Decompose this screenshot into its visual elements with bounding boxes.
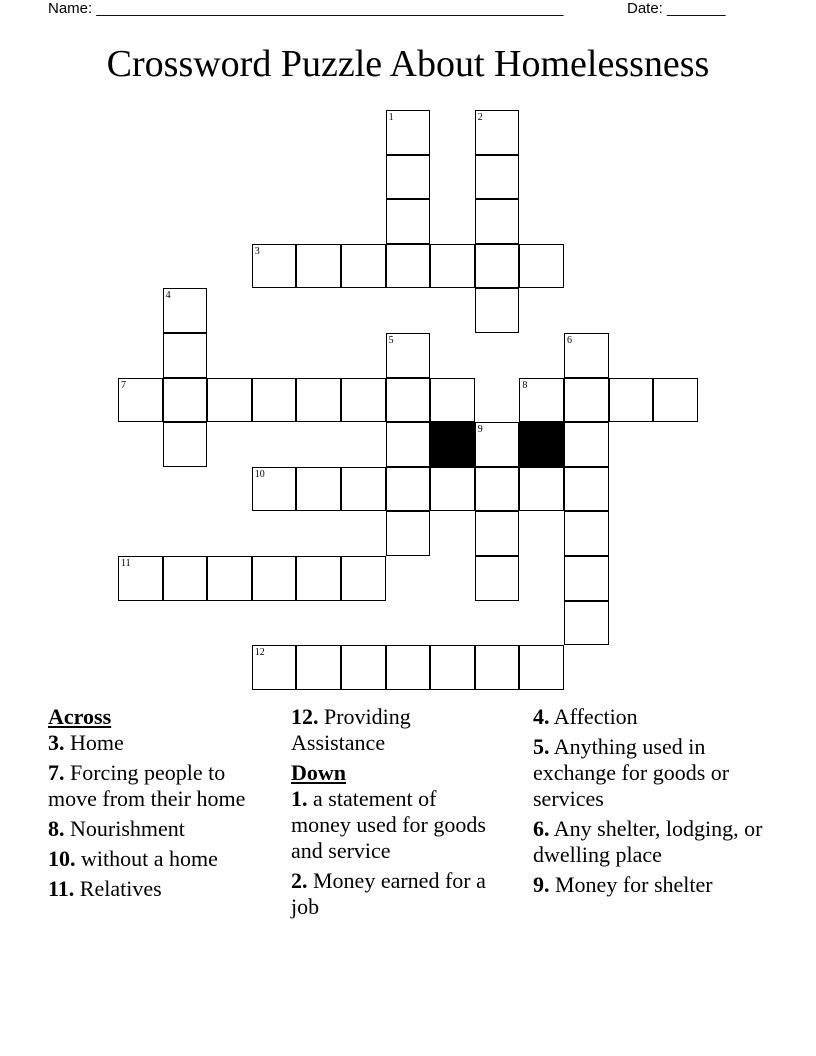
- clue-item: [48, 846, 278, 872]
- clue-text: Any shelter, lodging, or dwelling place: [533, 816, 763, 867]
- grid-cell[interactable]: [564, 378, 609, 423]
- clue-number: 1: [388, 112, 394, 123]
- clue-number: 9.: [533, 872, 550, 897]
- grid-cell[interactable]: [118, 556, 163, 601]
- name-field[interactable]: Name: ________________________________________________________: [48, 0, 564, 17]
- grid-cell[interactable]: [163, 378, 208, 423]
- grid-cell[interactable]: [252, 244, 297, 289]
- clue-text: Money for shelter: [549, 872, 713, 897]
- grid-cell[interactable]: [252, 378, 297, 423]
- grid-cell[interactable]: [475, 288, 520, 333]
- clue-number: 11.: [48, 876, 75, 901]
- clue-number: 9: [477, 424, 483, 436]
- grid-cell[interactable]: [430, 378, 475, 423]
- grid-cell[interactable]: [430, 467, 475, 512]
- grid-cell[interactable]: [386, 333, 431, 378]
- clue-number: 6.: [533, 816, 550, 841]
- grid-cell[interactable]: [296, 645, 341, 690]
- grid-cell[interactable]: [386, 199, 431, 244]
- grid-cell[interactable]: [475, 155, 520, 200]
- grid-cell[interactable]: [475, 645, 520, 690]
- clue-text: Money earned for a job: [291, 868, 486, 919]
- grid-cell[interactable]: [341, 467, 386, 512]
- grid-cell[interactable]: [386, 155, 431, 200]
- page-title: Crossword Puzzle About Homelessness: [106, 43, 710, 85]
- clue-number: 7.: [48, 760, 65, 785]
- grid-cell[interactable]: [609, 378, 654, 423]
- clues-column-1: [48, 704, 278, 906]
- clue-item: [48, 730, 278, 756]
- date-field[interactable]: Date: _______: [627, 0, 726, 17]
- grid-cell[interactable]: [564, 511, 609, 556]
- grid-cell[interactable]: [118, 378, 163, 423]
- clue-item: [48, 816, 278, 842]
- across-heading: Across: [48, 704, 112, 729]
- clue-number: 6: [567, 335, 572, 346]
- clue-number: 3: [254, 245, 260, 257]
- clue-number: 2.: [291, 868, 308, 893]
- clue-item: [291, 786, 501, 864]
- grid-cell[interactable]: [386, 378, 431, 423]
- grid-cell[interactable]: [296, 244, 341, 289]
- clue-number: 11: [121, 558, 131, 569]
- clue-text: Providing Assistance: [291, 704, 411, 755]
- grid-cell[interactable]: [252, 556, 297, 601]
- grid-cell[interactable]: [519, 645, 564, 690]
- clue-item: [533, 816, 773, 868]
- grid-cell[interactable]: [653, 378, 698, 423]
- clue-number: 1.: [291, 786, 308, 811]
- grid-cell[interactable]: [296, 556, 341, 601]
- clue-number: 10: [254, 468, 265, 480]
- grid-cell[interactable]: [519, 378, 564, 423]
- grid-cell[interactable]: [163, 333, 208, 378]
- grid-cell[interactable]: [519, 467, 564, 512]
- clue-text: Affection: [549, 704, 638, 729]
- clue-number: 5: [388, 335, 394, 346]
- clue-text: a statement of money used for goods and service: [291, 786, 486, 863]
- grid-cell[interactable]: [163, 556, 208, 601]
- grid-cell[interactable]: [475, 511, 520, 556]
- grid-cell[interactable]: [386, 422, 431, 467]
- grid-cell[interactable]: [564, 333, 609, 378]
- clue-item: [533, 734, 773, 812]
- clue-text: Anything used in exchange for goods or services: [533, 734, 730, 811]
- down-heading: Down: [291, 760, 347, 785]
- clue-text: Forcing people to move from their home: [48, 760, 246, 811]
- grid-cell[interactable]: [475, 422, 520, 467]
- clue-item: [48, 876, 278, 902]
- clue-item: [48, 760, 278, 812]
- grid-cell[interactable]: [341, 378, 386, 423]
- clue-number: 3.: [48, 730, 65, 755]
- clue-number: 10.: [48, 846, 76, 871]
- clue-number: 12: [254, 647, 265, 659]
- grid-cell[interactable]: [430, 244, 475, 289]
- grid-cell[interactable]: [475, 199, 520, 244]
- grid-cell[interactable]: [564, 422, 609, 467]
- clue-number: 8.: [48, 816, 65, 841]
- grid-cell[interactable]: [207, 378, 252, 423]
- grid-cell[interactable]: [386, 244, 431, 289]
- grid-cell[interactable]: [519, 244, 564, 289]
- clue-item: [533, 704, 773, 730]
- grid-cell[interactable]: [341, 645, 386, 690]
- grid-cell[interactable]: [296, 378, 341, 423]
- clue-text: without a home: [75, 846, 218, 871]
- grid-cell[interactable]: [475, 467, 520, 512]
- grid-cell[interactable]: [475, 556, 520, 601]
- grid-cell[interactable]: [430, 645, 475, 690]
- grid-cell[interactable]: [475, 110, 520, 155]
- clue-number: 8: [522, 379, 528, 391]
- grid-cell[interactable]: [564, 556, 609, 601]
- clue-number: 12.: [291, 704, 319, 729]
- grid-cell[interactable]: [386, 511, 431, 556]
- grid-cell[interactable]: [341, 556, 386, 601]
- clue-number: 4: [165, 290, 171, 302]
- clues-column-3: [533, 704, 773, 902]
- clue-number: 7: [121, 379, 126, 391]
- grid-cell[interactable]: [341, 244, 386, 289]
- clue-item: [291, 868, 501, 920]
- grid-cell[interactable]: [564, 467, 609, 512]
- clue-number: 2: [477, 112, 483, 123]
- clue-number: 4.: [533, 704, 550, 729]
- clue-text: Home: [64, 730, 124, 755]
- grid-cell[interactable]: [475, 244, 520, 289]
- black-cell: [519, 422, 564, 467]
- grid-cell[interactable]: [163, 422, 208, 467]
- clue-text: Nourishment: [64, 816, 185, 841]
- grid-cell[interactable]: [296, 467, 341, 512]
- clue-text: Relatives: [74, 876, 162, 901]
- clues-column-2: [291, 704, 501, 924]
- grid-cell[interactable]: [386, 110, 431, 155]
- black-cell: [430, 422, 475, 467]
- grid-cell[interactable]: [207, 556, 252, 601]
- grid-cell[interactable]: [386, 467, 431, 512]
- grid-cell[interactable]: [564, 601, 609, 646]
- grid-cell[interactable]: [252, 645, 297, 690]
- clue-item: [533, 872, 773, 898]
- grid-cell[interactable]: [163, 288, 208, 333]
- grid-cell[interactable]: [252, 467, 297, 512]
- clue-number: 5.: [533, 734, 550, 759]
- clue-item: [291, 704, 501, 756]
- grid-cell[interactable]: [386, 645, 431, 690]
